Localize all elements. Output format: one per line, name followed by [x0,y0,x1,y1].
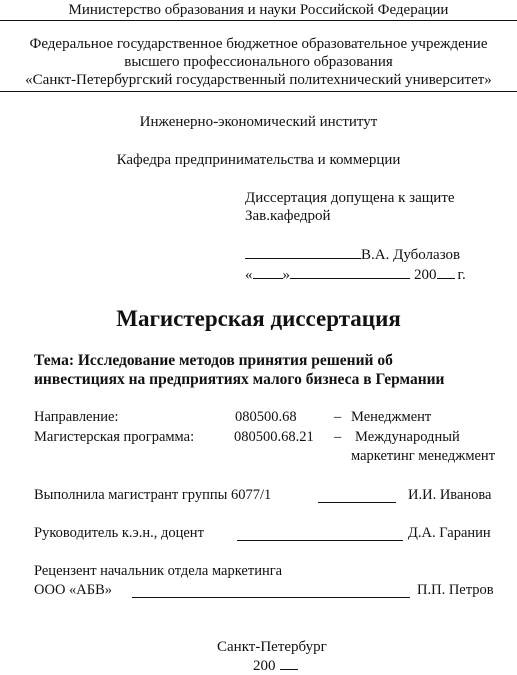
topic-text-1: Исследование методов принятия решений об [77,352,393,369]
reviewer-label: Рецензент начальник отдела маркетинга [34,563,283,579]
date-quote-close: » [282,267,290,283]
approval-signature-line [245,245,460,264]
topic-line-1 [34,351,393,370]
department-name: Кафедра предпринимательства и коммерции [116,152,401,168]
institution-line-3: «Санкт-Петербургский государственный политехнический университет» [25,72,492,88]
supervisor-label: Руководитель к.э.н., доцент [34,525,204,541]
supervisor-name: Д.А. Гаранин [408,525,491,541]
reviewer-name: П.П. Петров [417,582,494,598]
year-blank [437,265,455,279]
document-title: Магистерская диссертация [116,306,401,331]
direction-code: 080500.68 [235,409,297,425]
footer-year-line [253,656,298,675]
ministry-line: Министерство образования и науки Российской Федерации [68,2,449,18]
approval-line-2: Зав.кафедрой [245,208,331,224]
reviewer-org: ООО «АБВ» [34,582,113,598]
author-label: Выполнила магистрант группы 6077/1 [34,487,272,503]
program-name-2: маркетинг менеджмент [351,448,496,464]
approval-line-1: Диссертация допущена к защите [245,190,455,206]
topic-label: Тема: [34,352,74,369]
program-name-1: Международный [355,429,460,445]
day-blank [253,265,283,279]
author-name: И.И. Иванова [408,487,492,503]
program-code: 080500.68.21 [234,429,314,445]
footer-year: 200 [253,658,276,674]
direction-name: Менеджмент [351,409,432,425]
year-suffix: г. [457,267,466,283]
signature-blank [245,245,361,259]
institution-divider [0,91,517,92]
footer-city: Санкт-Петербург [217,639,327,655]
program-label: Магистерская программа: [34,429,195,445]
institution-line-2: высшего профессионального образования [124,54,393,70]
supervisor-signature-blank [237,526,403,541]
direction-dash: – [334,409,342,425]
head-name: В.А. Дуболазов [361,247,461,263]
topic-line-2: инвестициях на предприятиях малого бизнеса в Германии [34,371,445,388]
institute-name: Инженерно-экономический институт [139,114,378,130]
direction-label: Направление: [34,409,119,425]
footer-year-blank [280,656,298,670]
date-quote-open: « [245,267,253,283]
header-divider [0,20,517,21]
author-signature-blank [318,488,396,503]
program-dash: – [334,429,342,445]
date-year: 200 [414,267,437,283]
institution-line-1: Федеральное государственное бюджетное образовательное учреждение [29,36,488,52]
reviewer-signature-blank [132,583,410,598]
approval-date-line [245,265,466,284]
month-blank [290,265,410,279]
